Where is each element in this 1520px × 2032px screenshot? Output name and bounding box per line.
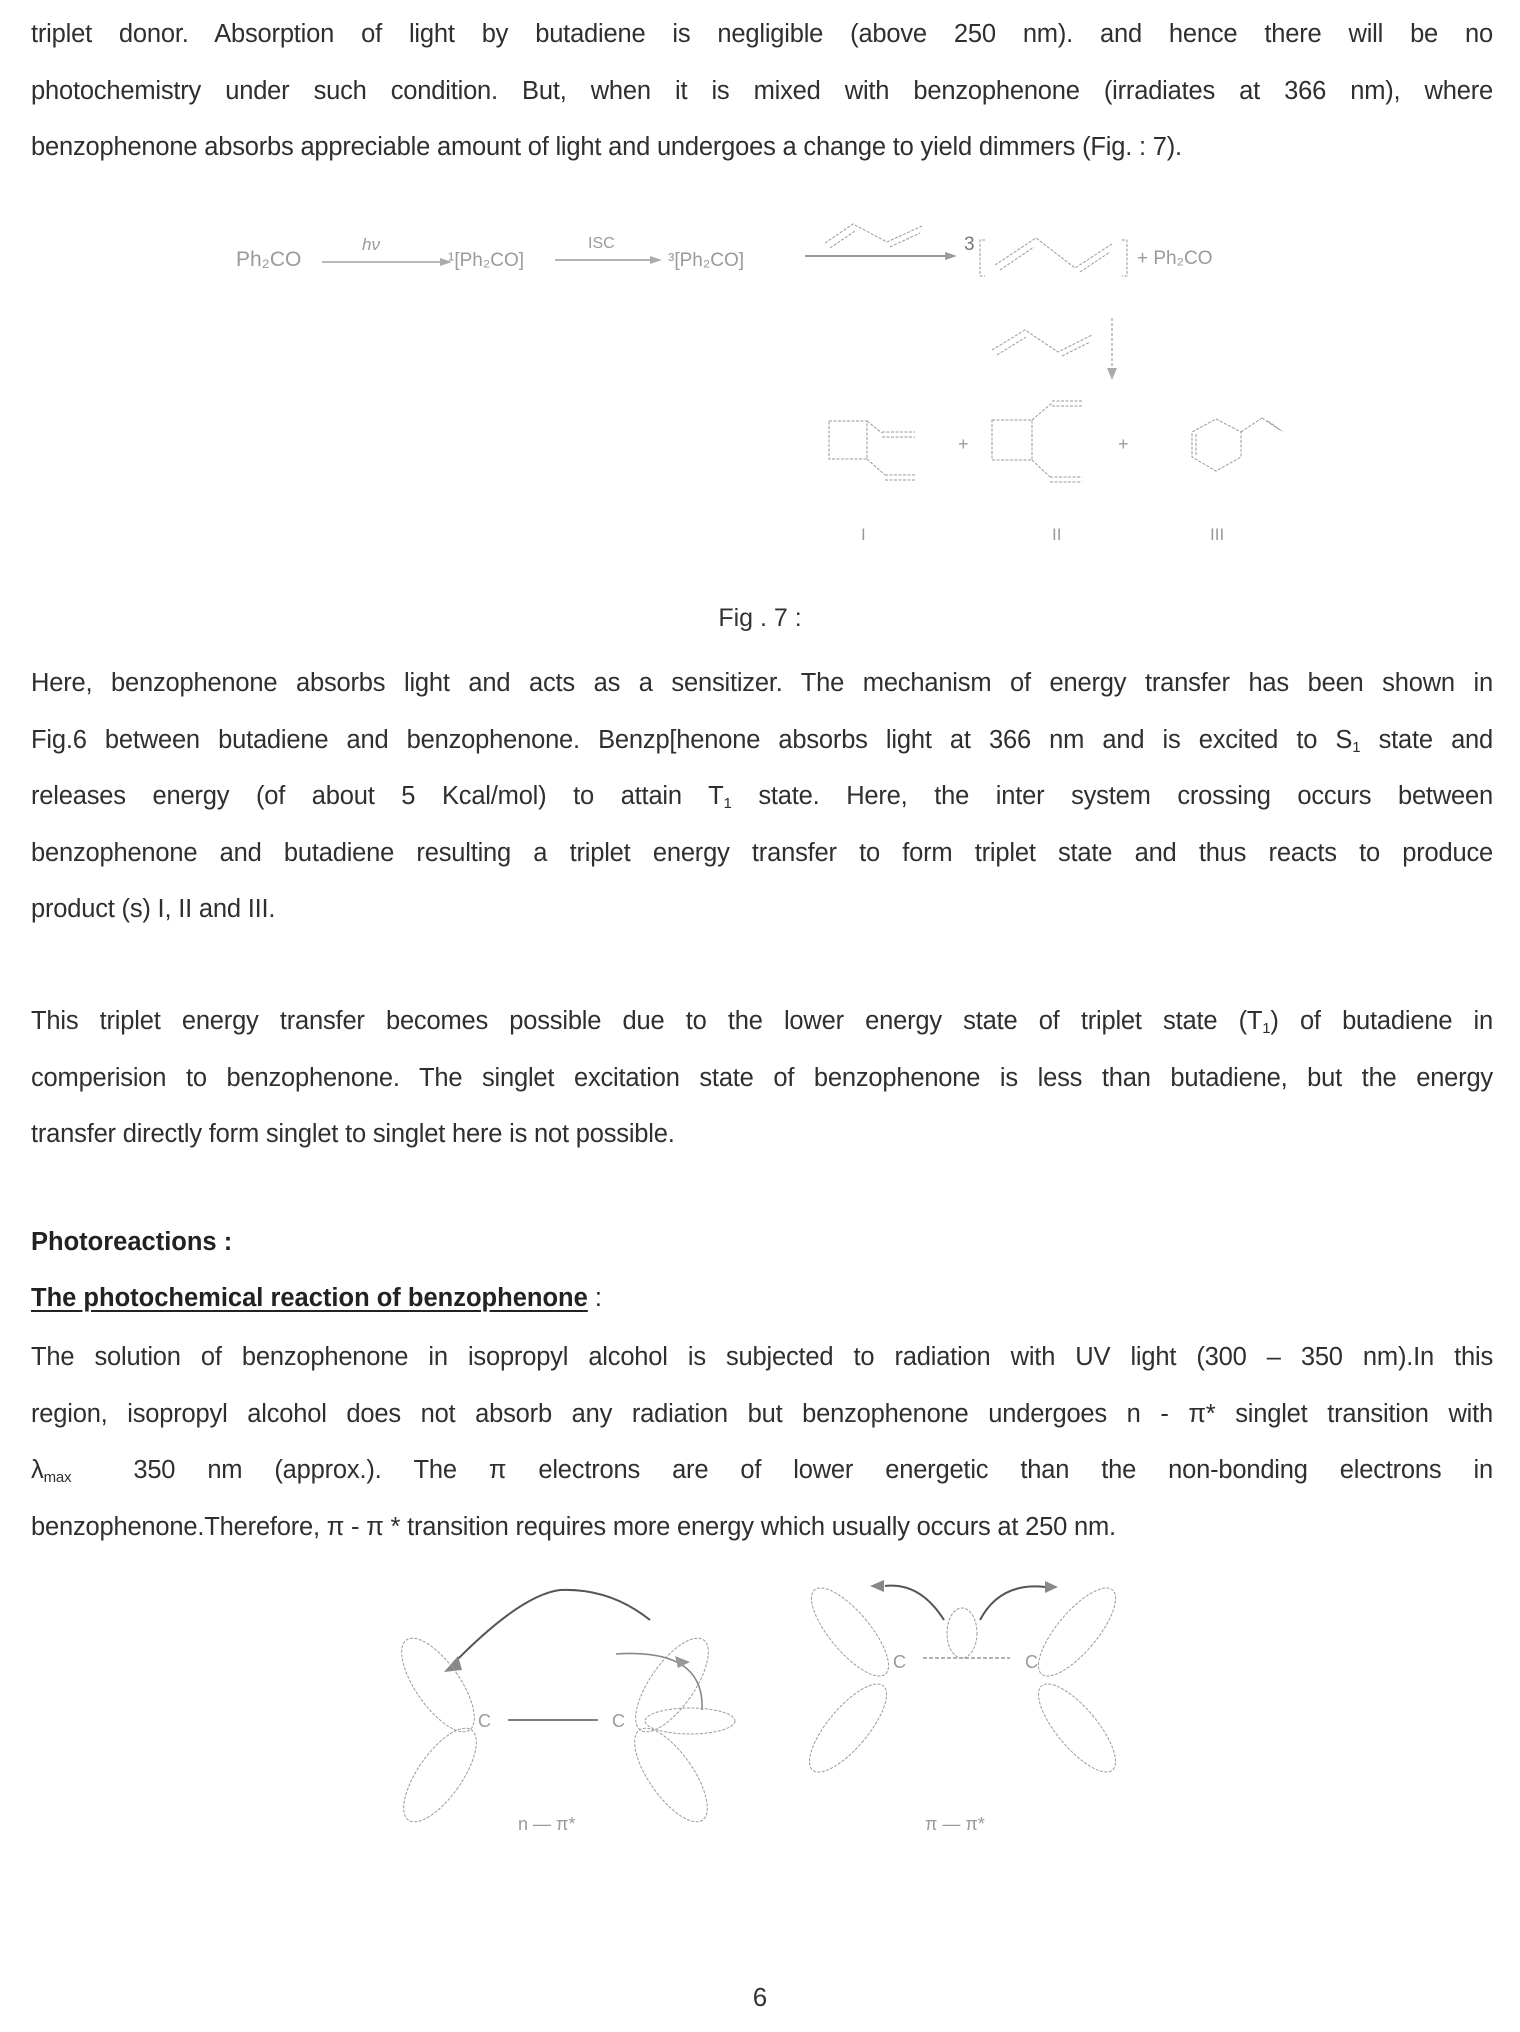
text-line: photochemistry under such condition. But, when it is mixed with benzophenone (irradiates at 366 nm), where xyxy=(31,76,1493,105)
text-line xyxy=(31,993,1493,1050)
figure-caption: Fig . 7 : xyxy=(718,604,802,632)
product-label-iii: III xyxy=(1210,525,1225,544)
subscript: 1 xyxy=(723,795,732,812)
text-fragment: releases energy (of about 5 Kcal/mol) to attain T xyxy=(31,782,724,810)
word: energetic xyxy=(885,1456,989,1484)
text-line: benzophenone.Therefore, π - π * transition requires more energy which usually occurs at 250 nm. xyxy=(31,1512,1116,1541)
text-line: product (s) I, II and III. xyxy=(31,895,276,923)
text-line: region, isopropyl alcohol does not absorb any radiation but benzophenone undergoes n - π* singlet transition with xyxy=(31,1399,1493,1428)
product-i-structure xyxy=(829,421,915,480)
subsection-colon: : xyxy=(587,1284,602,1312)
triplet-transfer-paragraph xyxy=(31,993,1493,1163)
mechanism-paragraph xyxy=(31,655,1493,938)
down-arrow xyxy=(1107,318,1117,380)
word: in xyxy=(1473,1456,1493,1484)
subscript: max xyxy=(43,1469,72,1486)
subsection-title: The photochemical reaction of benzophenone xyxy=(31,1284,588,1312)
product-iii-structure xyxy=(1192,418,1283,471)
text-fragment: state and xyxy=(1360,725,1494,754)
subscript: 1 xyxy=(1262,1020,1271,1037)
singlet-benzophenone: ¹[Ph₂CO] xyxy=(448,250,524,271)
oxygen-atom-label: C xyxy=(612,1711,625,1731)
plus-sign: + xyxy=(958,434,969,454)
text-line xyxy=(31,712,1493,769)
word: 350 xyxy=(133,1456,176,1484)
n-pi-star-caption: n — π* xyxy=(518,1814,576,1834)
lambda-symbol: λ xyxy=(31,1456,44,1484)
product-label-i: I xyxy=(861,525,866,544)
word: The xyxy=(413,1456,457,1484)
product-label-ii: II xyxy=(1052,525,1062,544)
text-line: benzophenone absorbs appreciable amount of light and undergoes a change to yield dimmers (Fig. : 7). xyxy=(31,133,1182,161)
text-line: benzophenone and butadiene resulting a triplet energy transfer to form triplet state and thus reacts to produce xyxy=(31,838,1493,867)
oxygen-atom-label: C xyxy=(1025,1652,1038,1672)
page-number: 6 xyxy=(752,1982,768,2012)
text-line: The solution of benzophenone in isopropyl alcohol is subjected to radiation with UV light (300 – 350 nm).In this xyxy=(31,1343,1493,1371)
hv-label: hν xyxy=(362,235,380,254)
text-fragment: Fig.6 between butadiene and benzophenone. Benzp[henone absorbs light at 366 nm and is excited to S xyxy=(31,725,1353,754)
text-line: comperision to benzophenone. The singlet excitation state of benzophenone is less than butadiene, but the energy xyxy=(31,1063,1493,1092)
arrow-hv xyxy=(322,235,452,266)
arrow-isc xyxy=(555,235,662,264)
word: the xyxy=(1101,1456,1137,1484)
section-heading: Photoreactions : xyxy=(31,1228,233,1256)
text-line xyxy=(31,1442,1493,1499)
figure-7-reaction-scheme xyxy=(0,0,1520,590)
regenerated-ph2co: + Ph₂CO xyxy=(1137,248,1213,269)
carbon-atom-label: C xyxy=(478,1711,491,1731)
pi-pi-star-diagram xyxy=(797,1577,1127,1834)
carbon-atom-label: C xyxy=(893,1652,906,1672)
lambda-max xyxy=(31,1442,71,1499)
triplet-benzophenone: ³[Ph₂CO] xyxy=(668,250,744,271)
word: lower xyxy=(793,1456,854,1484)
n-pi-star-diagram xyxy=(388,1590,735,1834)
word: π xyxy=(488,1456,507,1484)
reactant-ph2co: Ph₂CO xyxy=(236,248,302,271)
text-line: triplet donor. Absorption of light by butadiene is negligible (above 250 nm). and hence there will be no xyxy=(31,20,1493,48)
word: electrons xyxy=(538,1456,641,1484)
orbital-diagrams xyxy=(0,1560,1520,1860)
arrow-butadiene xyxy=(805,224,957,260)
word: non-bonding xyxy=(1168,1456,1308,1484)
word: than xyxy=(1020,1456,1070,1484)
text-fragment: state. Here, the inter system crossing occurs between xyxy=(731,782,1493,810)
plus-sign: + xyxy=(1118,434,1129,454)
text-line: transfer directly form singlet to singlet here is not possible. xyxy=(31,1120,675,1148)
pi-pi-star-caption: π — π* xyxy=(925,1814,985,1834)
butadiene-reagent xyxy=(992,330,1092,356)
subsection-heading xyxy=(31,1284,602,1313)
word: are xyxy=(672,1456,709,1484)
word: (approx.). xyxy=(274,1456,382,1484)
text-line xyxy=(31,768,1493,825)
subscript: 1 xyxy=(1352,738,1361,756)
text-fragment: ) of butadiene in xyxy=(1270,1007,1494,1035)
word: of xyxy=(740,1456,762,1484)
word: nm xyxy=(207,1456,243,1484)
isc-label: ISC xyxy=(588,235,615,252)
product-ii-structure xyxy=(992,401,1082,482)
triplet-butadiene xyxy=(964,234,1127,276)
text-fragment: This triplet energy transfer becomes possible due to the lower energy state of triplet state (T xyxy=(31,1007,1263,1035)
text-line: Here, benzophenone absorbs light and acts as a sensitizer. The mechanism of energy transfer has been shown in xyxy=(31,669,1493,697)
word: electrons xyxy=(1339,1456,1442,1484)
triplet-superscript: 3 xyxy=(964,234,975,255)
benzophenone-paragraph xyxy=(31,1329,1493,1555)
